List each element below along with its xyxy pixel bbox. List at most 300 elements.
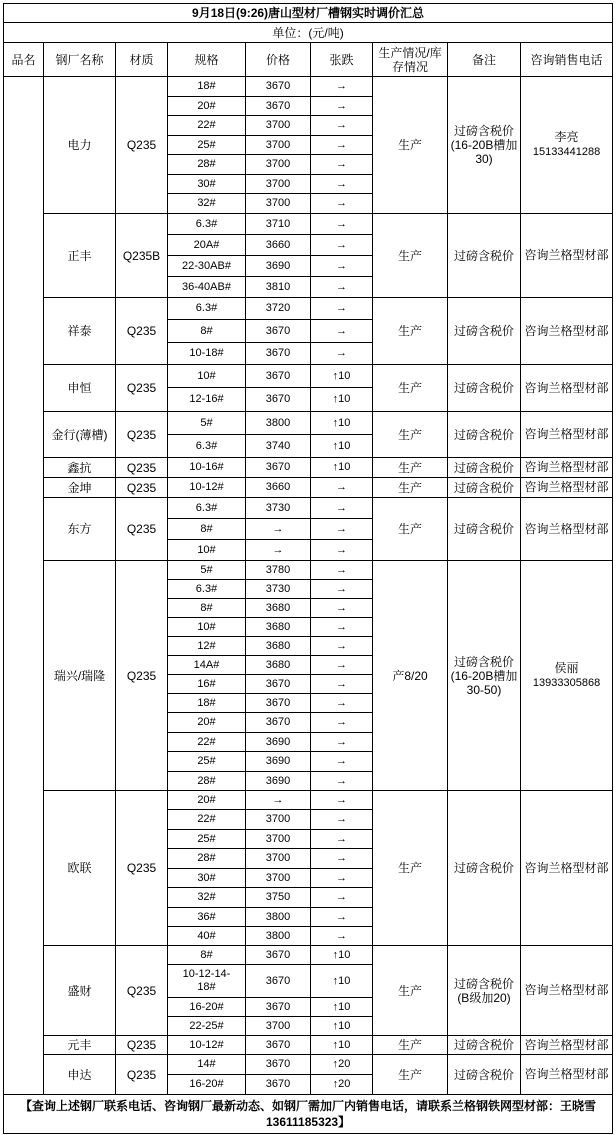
spec-value: 6.3# bbox=[195, 302, 218, 314]
production-status: 生产 bbox=[373, 946, 448, 1036]
spec-value: 20# bbox=[197, 716, 216, 728]
spec-value: 16-20# bbox=[189, 1000, 224, 1013]
spec-value: 10# bbox=[197, 543, 216, 556]
price-cell: 3750 bbox=[246, 888, 311, 908]
price-note: 过磅含税价 bbox=[448, 458, 521, 478]
mill-name: 欧联 bbox=[44, 791, 116, 946]
price-row bbox=[4, 458, 613, 478]
price-cell: 3690 bbox=[246, 733, 311, 752]
contact-cell bbox=[521, 214, 613, 298]
price-cell: 3670 bbox=[246, 320, 311, 343]
spec-value: 6.3# bbox=[195, 217, 218, 230]
spec-cell bbox=[168, 1075, 246, 1095]
spec-value: 10# bbox=[197, 369, 216, 382]
header-price: 价格 bbox=[246, 43, 311, 77]
spec-cell bbox=[168, 694, 246, 713]
spec-cell bbox=[168, 458, 246, 478]
spec-value: 10-12# bbox=[189, 1038, 224, 1051]
spec-value: 10-12# bbox=[189, 481, 224, 493]
change-cell: → bbox=[311, 194, 373, 214]
spec-cell bbox=[168, 498, 246, 519]
price-cell: 3680 bbox=[246, 618, 311, 637]
change-cell: → bbox=[311, 637, 373, 656]
spec-cell bbox=[168, 810, 246, 830]
change-cell: → bbox=[311, 791, 373, 810]
spec-cell bbox=[168, 946, 246, 965]
change-cell: → bbox=[311, 498, 373, 519]
price-cell: 3680 bbox=[246, 637, 311, 656]
contact-text: 咨询兰格型材部 bbox=[524, 1037, 609, 1052]
spec-cell bbox=[168, 155, 246, 175]
product-name-cell bbox=[4, 77, 44, 1095]
production-status: 生产 bbox=[373, 458, 448, 478]
spec-cell bbox=[168, 752, 246, 772]
spec-cell bbox=[168, 214, 246, 235]
mill-name: 鑫抗 bbox=[44, 458, 116, 478]
contact-cell bbox=[521, 458, 613, 478]
production-status: 生产 bbox=[373, 77, 448, 214]
material: Q235B bbox=[116, 214, 168, 298]
price-row bbox=[4, 561, 613, 580]
mill-name: 金坤 bbox=[44, 478, 116, 498]
price-cell: 3740 bbox=[246, 435, 311, 458]
spec-cell bbox=[168, 713, 246, 733]
table-head bbox=[4, 4, 613, 77]
header-contact: 咨询销售电话 bbox=[521, 43, 613, 77]
price-cell: 3730 bbox=[246, 498, 311, 519]
price-cell: 3670 bbox=[246, 965, 311, 998]
spec-value: 40# bbox=[197, 929, 216, 942]
spec-value: 8# bbox=[200, 601, 213, 614]
contact-text: 咨询兰格型材部 bbox=[524, 1067, 609, 1081]
spec-cell bbox=[168, 175, 246, 194]
contact-text: 咨询兰格型材部 bbox=[524, 427, 609, 441]
spec-value: 8# bbox=[200, 522, 213, 535]
spec-cell bbox=[168, 618, 246, 637]
price-cell: 3670 bbox=[246, 458, 311, 478]
spec-value: 20# bbox=[197, 793, 216, 806]
production-status: 生产 bbox=[373, 1055, 448, 1095]
price-cell: 3670 bbox=[246, 365, 311, 388]
contact-cell bbox=[521, 298, 613, 365]
change-cell: ↑20 bbox=[311, 1075, 373, 1095]
price-cell: 3810 bbox=[246, 277, 311, 298]
contact-cell bbox=[521, 498, 613, 561]
mill-name: 申恒 bbox=[44, 365, 116, 412]
change-cell: → bbox=[311, 849, 373, 869]
spec-value: 25# bbox=[197, 138, 216, 151]
price-cell: 3660 bbox=[246, 235, 311, 256]
spec-cell bbox=[168, 561, 246, 580]
change-cell: ↑10 bbox=[311, 998, 373, 1017]
price-note: 过磅含税价 bbox=[448, 1036, 521, 1055]
price-cell: 3680 bbox=[246, 656, 311, 675]
spec-cell bbox=[168, 1017, 246, 1036]
change-cell: → bbox=[311, 752, 373, 772]
mill-name: 东方 bbox=[44, 498, 116, 561]
spec-cell bbox=[168, 136, 246, 155]
price-cell: 3670 bbox=[246, 998, 311, 1017]
price-cell: 3670 bbox=[246, 388, 311, 412]
header-change: 张跌 bbox=[311, 43, 373, 77]
price-cell: → bbox=[246, 519, 311, 540]
spec-cell bbox=[168, 519, 246, 540]
spec-value: 12# bbox=[197, 639, 216, 652]
price-cell: 3670 bbox=[246, 694, 311, 713]
contact-cell bbox=[521, 412, 613, 458]
price-cell: 3720 bbox=[246, 298, 311, 320]
spec-cell bbox=[168, 791, 246, 810]
contact-text: 咨询兰格型材部 bbox=[524, 521, 609, 536]
contact-phone: 13933305868 bbox=[532, 676, 601, 689]
footer-row bbox=[4, 1095, 613, 1134]
price-body bbox=[4, 77, 613, 1095]
price-note: 过磅含税价(16-20B槽加30) bbox=[448, 77, 521, 214]
price-row bbox=[4, 77, 613, 97]
contact-cell bbox=[521, 77, 613, 214]
price-cell: 3700 bbox=[246, 194, 311, 214]
change-cell: → bbox=[311, 235, 373, 256]
spec-value: 36# bbox=[197, 910, 216, 923]
price-cell: 3670 bbox=[246, 713, 311, 733]
spec-value: 14A# bbox=[193, 658, 220, 671]
spec-cell bbox=[168, 365, 246, 388]
price-cell: 3670 bbox=[246, 1055, 311, 1075]
change-cell: ↑10 bbox=[311, 365, 373, 388]
price-note: 过磅含税价(B级加20) bbox=[448, 946, 521, 1036]
spec-cell bbox=[168, 277, 246, 298]
production-status: 产8/20 bbox=[373, 561, 448, 791]
price-cell: 3700 bbox=[246, 849, 311, 869]
spec-value: 22# bbox=[197, 119, 216, 131]
spec-cell bbox=[168, 830, 246, 849]
material: Q235 bbox=[116, 1055, 168, 1095]
spec-cell bbox=[168, 849, 246, 869]
title-row bbox=[4, 4, 613, 23]
change-cell: → bbox=[311, 136, 373, 155]
spec-cell bbox=[168, 580, 246, 599]
spec-value: 16# bbox=[197, 677, 216, 690]
spec-cell bbox=[168, 256, 246, 277]
price-row bbox=[4, 478, 613, 498]
material: Q235 bbox=[116, 77, 168, 214]
change-cell: → bbox=[311, 519, 373, 540]
change-cell: → bbox=[311, 810, 373, 830]
change-cell: ↑20 bbox=[311, 1055, 373, 1075]
production-status: 生产 bbox=[373, 478, 448, 498]
change-cell: → bbox=[311, 675, 373, 694]
spec-cell bbox=[168, 320, 246, 343]
price-cell: 3700 bbox=[246, 136, 311, 155]
spec-cell bbox=[168, 733, 246, 752]
change-cell: → bbox=[311, 908, 373, 927]
spec-value: 22-30AB# bbox=[182, 259, 231, 272]
spec-value: 14# bbox=[197, 1058, 216, 1070]
table-foot bbox=[4, 1095, 613, 1134]
production-status: 生产 bbox=[373, 365, 448, 412]
header-material: 材质 bbox=[116, 43, 168, 77]
material: Q235 bbox=[116, 458, 168, 478]
price-row bbox=[4, 365, 613, 388]
spec-cell bbox=[168, 194, 246, 214]
spec-cell bbox=[168, 908, 246, 927]
price-cell: 3680 bbox=[246, 599, 311, 618]
change-cell: → bbox=[311, 561, 373, 580]
material: Q235 bbox=[116, 298, 168, 365]
price-cell: 3690 bbox=[246, 752, 311, 772]
spec-cell bbox=[168, 1055, 246, 1075]
price-cell: 3700 bbox=[246, 116, 311, 136]
contact-cell bbox=[521, 478, 613, 498]
spec-value: 5# bbox=[200, 563, 213, 576]
header-spec: 规格 bbox=[168, 43, 246, 77]
spec-cell bbox=[168, 637, 246, 656]
spec-cell bbox=[168, 599, 246, 618]
header-row bbox=[4, 43, 613, 77]
spec-value: 6.3# bbox=[195, 582, 218, 595]
spec-value: 25# bbox=[197, 832, 216, 845]
header-mill: 钢厂名称 bbox=[44, 43, 116, 77]
contact-cell bbox=[521, 946, 613, 1036]
material: Q235 bbox=[116, 791, 168, 946]
mill-name: 电力 bbox=[44, 77, 116, 214]
mill-name: 盛财 bbox=[44, 946, 116, 1036]
spec-value: 10# bbox=[197, 620, 216, 633]
change-cell: → bbox=[311, 618, 373, 637]
price-row bbox=[4, 946, 613, 965]
price-cell: 3690 bbox=[246, 256, 311, 277]
spec-value: 30# bbox=[197, 177, 216, 190]
spec-cell bbox=[168, 478, 246, 498]
spec-cell bbox=[168, 965, 246, 998]
spec-value: 18# bbox=[197, 80, 216, 92]
spec-value: 32# bbox=[197, 197, 216, 209]
price-note: 过磅含税价 bbox=[448, 1055, 521, 1095]
change-cell: ↑10 bbox=[311, 946, 373, 965]
price-cell: 3670 bbox=[246, 77, 311, 97]
contact-cell bbox=[521, 1055, 613, 1095]
price-cell: 3700 bbox=[246, 830, 311, 849]
spec-value: 22# bbox=[197, 813, 216, 825]
production-status: 生产 bbox=[373, 298, 448, 365]
contact-text: 咨询兰格型材部 bbox=[524, 860, 609, 875]
price-cell: 3730 bbox=[246, 580, 311, 599]
spec-value: 10-12-14-18# bbox=[182, 968, 231, 993]
spec-value: 10-16# bbox=[189, 461, 224, 473]
spec-value: 10-18# bbox=[189, 347, 224, 359]
change-cell: → bbox=[311, 694, 373, 713]
change-cell: → bbox=[311, 298, 373, 320]
mill-name: 金行(薄槽) bbox=[44, 412, 116, 458]
price-cell: → bbox=[246, 540, 311, 561]
change-cell: → bbox=[311, 214, 373, 235]
spec-cell bbox=[168, 772, 246, 791]
price-note: 过磅含税价 bbox=[448, 214, 521, 298]
spec-cell bbox=[168, 116, 246, 136]
price-row bbox=[4, 1036, 613, 1055]
mill-name: 正丰 bbox=[44, 214, 116, 298]
price-row bbox=[4, 498, 613, 519]
production-status: 生产 bbox=[373, 1036, 448, 1055]
spec-cell bbox=[168, 298, 246, 320]
change-cell: → bbox=[311, 175, 373, 194]
spec-value: 20# bbox=[197, 99, 216, 112]
unit-row bbox=[4, 23, 613, 43]
price-cell: 3700 bbox=[246, 869, 311, 888]
price-row bbox=[4, 1055, 613, 1075]
change-cell: → bbox=[311, 713, 373, 733]
price-cell: 3800 bbox=[246, 927, 311, 946]
spec-value: 36-40AB# bbox=[182, 280, 231, 293]
production-status: 生产 bbox=[373, 498, 448, 561]
material: Q235 bbox=[116, 946, 168, 1036]
spec-value: 8# bbox=[200, 324, 213, 337]
price-cell: 3700 bbox=[246, 810, 311, 830]
price-cell: 3670 bbox=[246, 1036, 311, 1055]
price-row bbox=[4, 298, 613, 320]
spec-value: 16-20# bbox=[189, 1078, 224, 1090]
change-cell: → bbox=[311, 830, 373, 849]
price-cell: 3670 bbox=[246, 343, 311, 365]
spec-value: 12-16# bbox=[189, 393, 224, 405]
change-cell: → bbox=[311, 540, 373, 561]
mill-name: 祥泰 bbox=[44, 298, 116, 365]
spec-cell bbox=[168, 388, 246, 412]
material: Q235 bbox=[116, 498, 168, 561]
spec-cell bbox=[168, 235, 246, 256]
spec-cell bbox=[168, 888, 246, 908]
production-status: 生产 bbox=[373, 214, 448, 298]
change-cell: → bbox=[311, 77, 373, 97]
price-cell: → bbox=[246, 791, 311, 810]
unit-label: 单位：(元/吨) bbox=[4, 23, 613, 43]
price-cell: 3800 bbox=[246, 908, 311, 927]
change-cell: ↑10 bbox=[311, 388, 373, 412]
spec-value: 22# bbox=[197, 735, 216, 748]
change-cell: → bbox=[311, 656, 373, 675]
contact-cell bbox=[521, 791, 613, 946]
change-cell: ↑10 bbox=[311, 458, 373, 478]
spec-value: 20A# bbox=[193, 238, 220, 251]
price-note: 过磅含税价(16-20B槽加30-50) bbox=[448, 561, 521, 791]
change-cell: ↑10 bbox=[311, 965, 373, 998]
mill-name: 申达 bbox=[44, 1055, 116, 1095]
header-product: 品名 bbox=[4, 43, 44, 77]
spec-value: 25# bbox=[197, 755, 216, 767]
price-cell: 3670 bbox=[246, 946, 311, 965]
footer-note: 【查询上述钢厂联系电话、咨询钢厂最新动态、如钢厂需加厂内销售电话，请联系兰格钢铁网型材部：王晓雪13611185323】 bbox=[4, 1095, 613, 1134]
contact-cell bbox=[521, 561, 613, 791]
price-cell: 3780 bbox=[246, 561, 311, 580]
change-cell: ↑10 bbox=[311, 1017, 373, 1036]
price-note: 过磅含税价 bbox=[448, 498, 521, 561]
spec-cell bbox=[168, 412, 246, 435]
spec-value: 32# bbox=[197, 891, 216, 903]
production-status: 生产 bbox=[373, 791, 448, 946]
price-note: 过磅含税价 bbox=[448, 412, 521, 458]
change-cell: → bbox=[311, 155, 373, 175]
price-row bbox=[4, 791, 613, 810]
change-cell: → bbox=[311, 927, 373, 946]
contact-cell bbox=[521, 1036, 613, 1055]
price-note: 过磅含税价 bbox=[448, 478, 521, 498]
change-cell: → bbox=[311, 733, 373, 752]
spec-value: 18# bbox=[197, 696, 216, 709]
contact-person: 侯丽 bbox=[554, 660, 579, 675]
header-note: 备注 bbox=[448, 43, 521, 77]
price-cell: 3670 bbox=[246, 97, 311, 116]
price-cell: 3670 bbox=[246, 1075, 311, 1095]
price-row bbox=[4, 214, 613, 235]
change-cell: ↑10 bbox=[311, 1036, 373, 1055]
material: Q235 bbox=[116, 412, 168, 458]
spec-cell bbox=[168, 540, 246, 561]
spec-cell bbox=[168, 343, 246, 365]
spec-value: 28# bbox=[197, 774, 216, 787]
spec-value: 30# bbox=[197, 871, 216, 884]
contact-text: 咨询兰格型材部 bbox=[524, 248, 609, 262]
mill-name: 元丰 bbox=[44, 1036, 116, 1055]
material: Q235 bbox=[116, 1036, 168, 1055]
spec-value: 28# bbox=[197, 852, 216, 864]
contact-text: 咨询兰格型材部 bbox=[524, 983, 609, 997]
change-cell: → bbox=[311, 599, 373, 618]
report-title: 9月18日(9:26)唐山型材厂槽钢实时调价汇总 bbox=[4, 4, 613, 23]
price-cell: 3800 bbox=[246, 412, 311, 435]
change-cell: → bbox=[311, 888, 373, 908]
change-cell: ↑10 bbox=[311, 412, 373, 435]
change-cell: → bbox=[311, 772, 373, 791]
price-cell: 3700 bbox=[246, 155, 311, 175]
change-cell: → bbox=[311, 97, 373, 116]
price-note: 过磅含税价 bbox=[448, 298, 521, 365]
contact-text: 咨询兰格型材部 bbox=[524, 460, 609, 474]
material: Q235 bbox=[116, 561, 168, 791]
price-cell: 3700 bbox=[246, 175, 311, 194]
contact-phone: 15133441288 bbox=[532, 146, 601, 158]
spec-value: 6.3# bbox=[195, 501, 218, 514]
price-cell: 3710 bbox=[246, 214, 311, 235]
price-cell: 3700 bbox=[246, 1017, 311, 1036]
change-cell: → bbox=[311, 277, 373, 298]
contact-text: 咨询兰格型材部 bbox=[524, 323, 609, 338]
contact-cell bbox=[521, 365, 613, 412]
spec-cell bbox=[168, 656, 246, 675]
contact-person: 李亮 bbox=[554, 130, 579, 144]
price-cell: 3660 bbox=[246, 478, 311, 498]
spec-cell bbox=[168, 1036, 246, 1055]
production-status: 生产 bbox=[373, 412, 448, 458]
spec-cell bbox=[168, 927, 246, 946]
change-cell: ↑10 bbox=[311, 435, 373, 458]
spec-cell bbox=[168, 97, 246, 116]
price-table bbox=[3, 3, 613, 1134]
contact-text: 咨询兰格型材部 bbox=[524, 480, 609, 494]
spec-cell bbox=[168, 998, 246, 1017]
change-cell: → bbox=[311, 478, 373, 498]
spec-cell bbox=[168, 675, 246, 694]
price-cell: 3690 bbox=[246, 772, 311, 791]
mill-name: 瑞兴/瑞隆 bbox=[44, 561, 116, 791]
price-cell: 3670 bbox=[246, 675, 311, 694]
change-cell: → bbox=[311, 343, 373, 365]
change-cell: → bbox=[311, 580, 373, 599]
contact-text: 咨询兰格型材部 bbox=[524, 380, 609, 395]
material: Q235 bbox=[116, 365, 168, 412]
change-cell: → bbox=[311, 869, 373, 888]
material: Q235 bbox=[116, 478, 168, 498]
spec-value: 5# bbox=[200, 416, 213, 429]
